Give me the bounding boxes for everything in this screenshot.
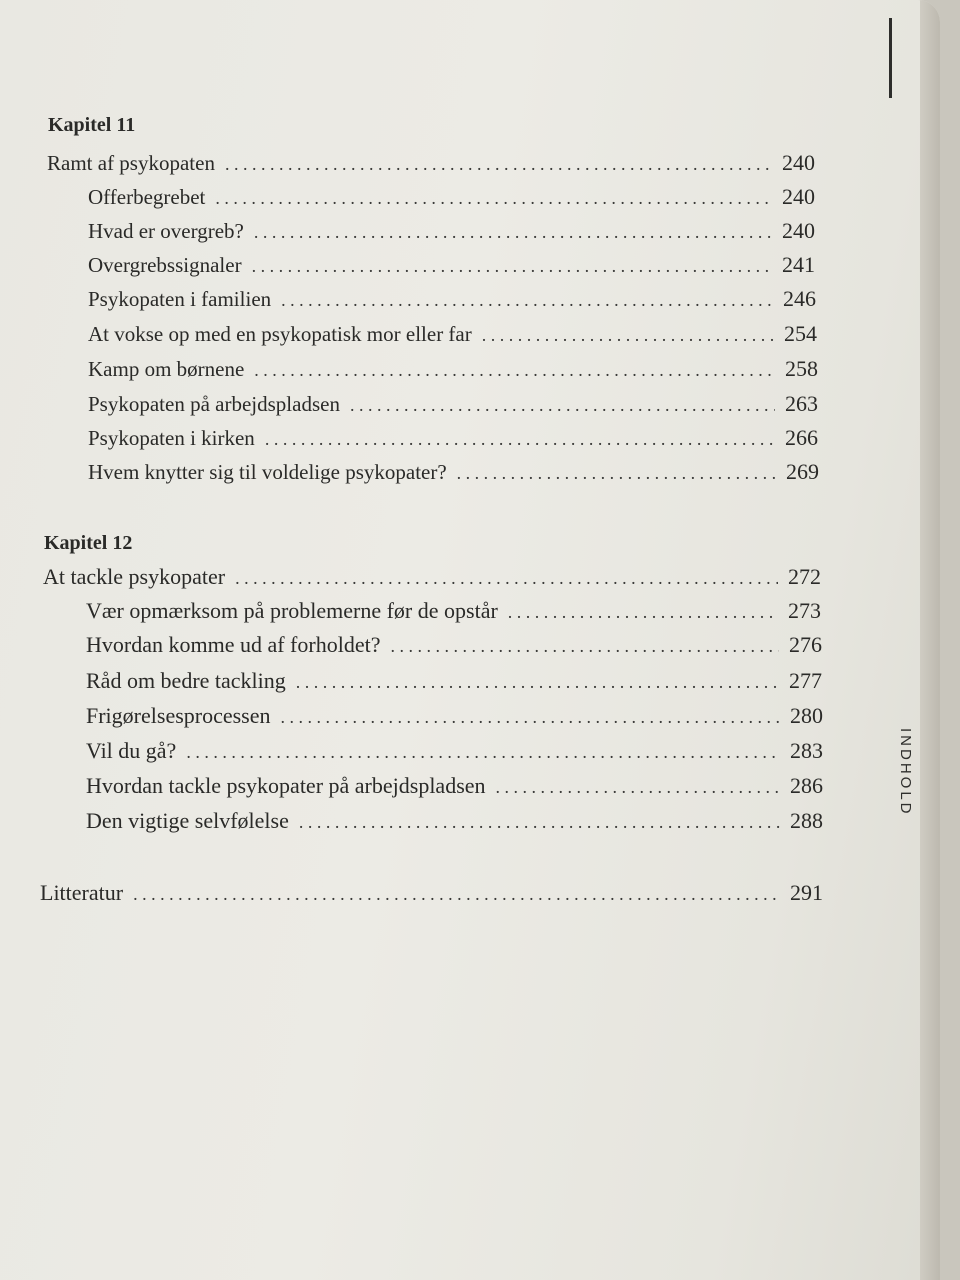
toc-entry-page: 280 bbox=[790, 703, 823, 728]
toc-entry-literature[interactable] bbox=[40, 880, 823, 906]
leader-dots bbox=[225, 154, 772, 175]
toc-entry[interactable] bbox=[86, 773, 823, 799]
leader-dots bbox=[133, 884, 780, 905]
toc-entry-page: 276 bbox=[789, 632, 822, 657]
toc-entry-page: 240 bbox=[782, 218, 815, 243]
toc-entry-main[interactable] bbox=[43, 564, 821, 590]
leader-dots bbox=[265, 429, 775, 450]
toc-entry[interactable] bbox=[86, 632, 822, 658]
toc-entry-title: Litteratur bbox=[40, 880, 124, 905]
leader-dots bbox=[281, 290, 773, 311]
toc-entry-title: Psykopaten på arbejdspladsen bbox=[88, 392, 340, 416]
toc-entry-title: Vær opmærksom på problemerne før de opstår bbox=[86, 598, 498, 623]
leader-dots bbox=[281, 707, 780, 728]
toc-entry-title: Hvad er overgreb? bbox=[88, 219, 244, 243]
toc-entry-title: Psykopaten i kirken bbox=[88, 426, 255, 450]
toc-entry-page: 273 bbox=[788, 598, 821, 623]
toc-entry[interactable] bbox=[86, 668, 822, 694]
toc-entry-title: Overgrebssignaler bbox=[88, 253, 242, 277]
toc-entry-title: Hvem knytter sig til voldelige psykopater? bbox=[88, 460, 447, 484]
toc-entry-title: At tackle psykopater bbox=[43, 564, 226, 589]
chapter-heading: Kapitel 12 bbox=[44, 532, 133, 554]
toc-entry[interactable] bbox=[88, 356, 818, 382]
leader-dots bbox=[496, 777, 780, 798]
toc-entry-title: Hvordan komme ud af forholdet? bbox=[86, 632, 381, 657]
toc-entry-title: Ramt af psykopaten bbox=[47, 151, 215, 175]
toc-entry[interactable] bbox=[86, 738, 823, 764]
toc-entry-title: Den vigtige selvfølelse bbox=[86, 808, 289, 833]
toc-entry-page: 254 bbox=[784, 321, 817, 346]
toc-entry-title: Psykopaten i familien bbox=[88, 287, 272, 311]
toc-entry-page: 286 bbox=[790, 773, 823, 798]
leader-dots bbox=[186, 742, 780, 763]
chapter-heading: Kapitel 11 bbox=[48, 114, 136, 136]
leader-dots bbox=[296, 672, 779, 693]
toc-entry[interactable] bbox=[86, 808, 823, 834]
toc-entry-page: 241 bbox=[782, 252, 815, 277]
toc-entry[interactable] bbox=[86, 598, 821, 624]
toc-entry-page: 246 bbox=[783, 286, 816, 311]
section-tab-mark bbox=[889, 18, 892, 98]
toc-entry-title: Vil du gå? bbox=[86, 738, 177, 763]
leader-dots bbox=[254, 222, 772, 243]
toc-entry[interactable] bbox=[88, 459, 819, 485]
leader-dots bbox=[457, 463, 776, 484]
toc-entry[interactable] bbox=[88, 218, 815, 244]
leader-dots bbox=[215, 188, 772, 209]
toc-entry[interactable] bbox=[88, 425, 818, 451]
toc-entry[interactable] bbox=[88, 252, 815, 278]
toc-entry-page: 277 bbox=[789, 668, 822, 693]
toc-entry-page: 263 bbox=[785, 391, 818, 416]
side-section-label: INDHOLD bbox=[897, 728, 914, 817]
toc-entry-title: Offerbegrebet bbox=[88, 185, 206, 209]
leader-dots bbox=[235, 568, 778, 589]
toc-entry-title: Råd om bedre tackling bbox=[86, 668, 286, 693]
toc-entry-title: Frigørelsesprocessen bbox=[86, 703, 271, 728]
toc-entry-page: 266 bbox=[785, 425, 818, 450]
toc-entry[interactable] bbox=[88, 391, 818, 417]
leader-dots bbox=[299, 812, 780, 833]
toc-entry-page: 272 bbox=[788, 564, 821, 589]
toc-entry-page: 291 bbox=[790, 880, 823, 905]
leader-dots bbox=[390, 636, 779, 657]
toc-entry-main[interactable] bbox=[47, 150, 815, 176]
toc-entry-title: Kamp om børnene bbox=[88, 357, 245, 381]
leader-dots bbox=[508, 602, 778, 623]
leader-dots bbox=[350, 395, 775, 416]
toc-entry[interactable] bbox=[88, 184, 815, 210]
toc-entry-page: 288 bbox=[790, 808, 823, 833]
page-edge bbox=[920, 0, 940, 1280]
toc-entry-page: 269 bbox=[786, 459, 819, 484]
leader-dots bbox=[252, 256, 772, 277]
toc-entry-page: 258 bbox=[785, 356, 818, 381]
toc-entry[interactable] bbox=[86, 703, 823, 729]
toc-entry-page: 240 bbox=[782, 184, 815, 209]
toc-entry-title: At vokse op med en psykopatisk mor eller far bbox=[88, 322, 472, 346]
toc-entry[interactable] bbox=[88, 286, 816, 312]
toc-entry[interactable] bbox=[88, 321, 817, 347]
leader-dots bbox=[254, 360, 775, 381]
toc-entry-title: Hvordan tackle psykopater på arbejdspladsen bbox=[86, 773, 486, 798]
toc-entry-page: 240 bbox=[782, 150, 815, 175]
leader-dots bbox=[482, 325, 774, 346]
toc-entry-page: 283 bbox=[790, 738, 823, 763]
